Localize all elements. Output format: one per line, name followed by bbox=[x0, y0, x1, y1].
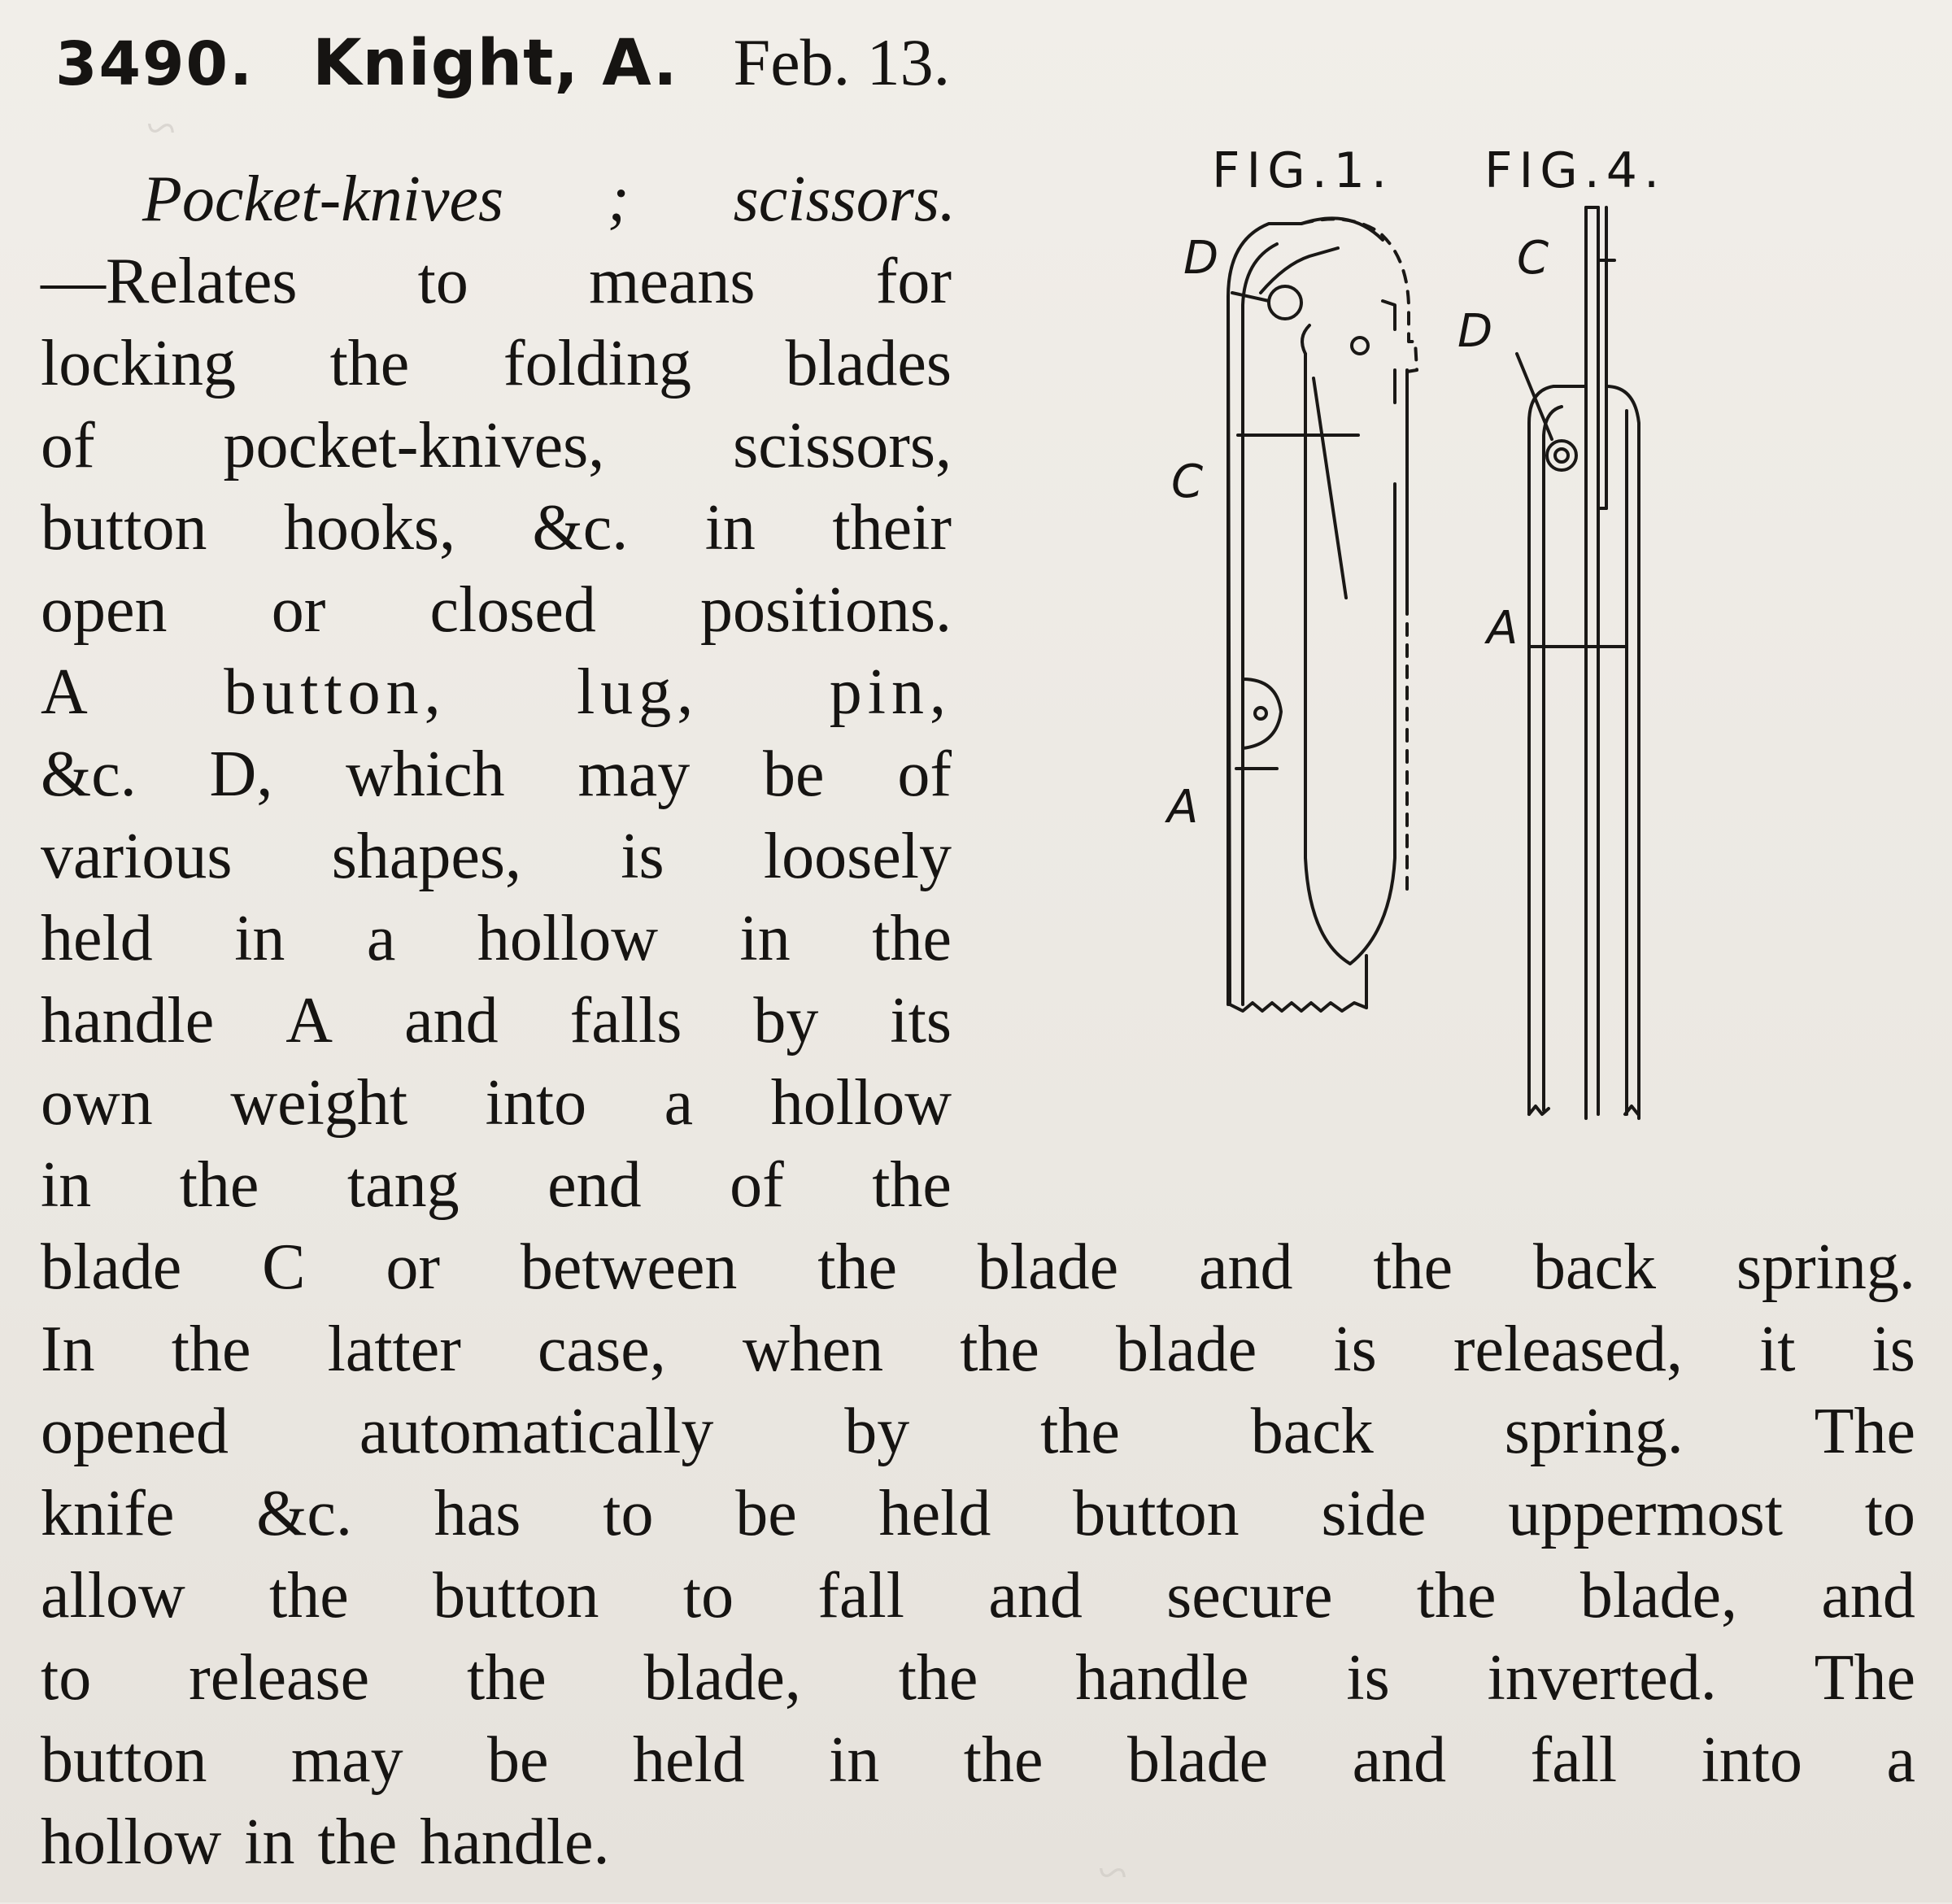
word: in bbox=[739, 903, 791, 974]
fig4-label-d: D bbox=[1457, 305, 1493, 358]
entry-heading bbox=[55, 24, 950, 106]
word: for bbox=[875, 246, 952, 317]
bleed-through-text: ~ bbox=[1098, 1843, 1127, 1902]
word: a bbox=[366, 903, 396, 974]
word: the bbox=[1373, 1231, 1453, 1303]
word: button bbox=[433, 1560, 599, 1632]
abstract-text bbox=[41, 159, 1928, 1884]
word: button bbox=[41, 492, 207, 564]
text-line bbox=[41, 323, 952, 405]
word: uppermost bbox=[1508, 1478, 1783, 1549]
word: to bbox=[41, 1642, 92, 1714]
text-line bbox=[41, 1226, 1915, 1309]
word: the bbox=[817, 1231, 898, 1303]
word: in bbox=[829, 1724, 880, 1796]
word: a bbox=[1886, 1724, 1915, 1796]
text-line bbox=[41, 1391, 1915, 1473]
word: opened bbox=[41, 1396, 229, 1467]
word: the bbox=[898, 1642, 978, 1714]
word: be bbox=[763, 739, 825, 810]
word: in bbox=[704, 492, 756, 564]
word: back bbox=[1533, 1231, 1657, 1303]
word: handle bbox=[41, 985, 215, 1057]
word: be bbox=[735, 1478, 797, 1549]
word: blades bbox=[785, 328, 952, 399]
text-line bbox=[41, 1637, 1915, 1719]
fig4-label-c: C bbox=[1517, 232, 1549, 285]
word: is bbox=[1333, 1314, 1377, 1385]
fig1-label-d: D bbox=[1183, 232, 1219, 285]
word: button bbox=[41, 1724, 207, 1796]
word: it bbox=[1759, 1314, 1796, 1385]
word: hollow bbox=[477, 903, 659, 974]
fig4-label: FIG.4. bbox=[1484, 142, 1667, 199]
word: blade bbox=[1116, 1314, 1257, 1385]
word: the bbox=[872, 903, 952, 974]
word: The bbox=[1814, 1642, 1915, 1714]
word: pocket-knives, bbox=[223, 410, 605, 481]
bleed-through-text: ~ bbox=[146, 98, 176, 158]
word: &c. bbox=[41, 739, 137, 810]
word: own bbox=[41, 1067, 153, 1139]
word: ; bbox=[608, 163, 630, 235]
text-line bbox=[41, 898, 952, 980]
word: in bbox=[234, 903, 285, 974]
word: handle. bbox=[420, 1806, 610, 1878]
inventor-name: Knight, A. bbox=[312, 27, 678, 100]
word: the bbox=[963, 1724, 1044, 1796]
word: and bbox=[1821, 1560, 1915, 1632]
word: held bbox=[878, 1478, 991, 1549]
text-line bbox=[41, 651, 952, 734]
word: to bbox=[603, 1478, 654, 1549]
word: when bbox=[742, 1314, 884, 1385]
word: case, bbox=[538, 1314, 666, 1385]
word: may bbox=[577, 739, 691, 810]
word: &c. bbox=[256, 1478, 352, 1549]
word: spring. bbox=[1736, 1231, 1915, 1303]
fig4-label-a: A bbox=[1487, 602, 1518, 655]
word: shapes, bbox=[331, 821, 522, 892]
word: the bbox=[317, 1806, 398, 1878]
word: various bbox=[41, 821, 233, 892]
word: the bbox=[1416, 1560, 1497, 1632]
word: end bbox=[547, 1149, 642, 1221]
word: &c. bbox=[532, 492, 629, 564]
text-line bbox=[41, 1144, 952, 1226]
word: inverted. bbox=[1487, 1642, 1717, 1714]
word: spring. bbox=[1504, 1396, 1684, 1467]
word: falls bbox=[569, 985, 682, 1057]
text-line bbox=[41, 1719, 1915, 1802]
word: pin, bbox=[829, 656, 952, 728]
word: blade bbox=[977, 1231, 1119, 1303]
word: hollow bbox=[770, 1067, 952, 1139]
word: in bbox=[41, 1149, 92, 1221]
word: handle bbox=[1075, 1642, 1249, 1714]
text-line bbox=[41, 159, 956, 241]
word: between bbox=[520, 1231, 738, 1303]
word: may bbox=[290, 1724, 403, 1796]
word: their bbox=[832, 492, 952, 564]
word: C bbox=[262, 1231, 306, 1303]
word: of bbox=[730, 1149, 784, 1221]
text-line bbox=[41, 405, 952, 487]
text-line bbox=[41, 816, 952, 898]
word: loosely bbox=[763, 821, 952, 892]
text-line bbox=[41, 241, 952, 323]
word: folding bbox=[503, 328, 692, 399]
word: held bbox=[41, 903, 153, 974]
fig1-label: FIG.1. bbox=[1212, 142, 1394, 199]
text-line bbox=[41, 1802, 1915, 1884]
word: positions. bbox=[700, 574, 952, 646]
word: to bbox=[417, 246, 468, 317]
word: is bbox=[1871, 1314, 1915, 1385]
word: a bbox=[664, 1067, 694, 1139]
word: knife bbox=[41, 1478, 175, 1549]
word: lug, bbox=[577, 656, 699, 728]
entry-number: 3490. bbox=[55, 29, 255, 99]
word: the bbox=[171, 1314, 251, 1385]
word: or bbox=[386, 1231, 440, 1303]
word: button bbox=[1073, 1478, 1240, 1549]
fig1-label-c: C bbox=[1171, 455, 1204, 508]
word: the bbox=[960, 1314, 1039, 1385]
word: of bbox=[897, 739, 952, 810]
word: or bbox=[271, 574, 326, 646]
entry-date: Feb. 13. bbox=[733, 25, 951, 99]
word: the bbox=[466, 1642, 547, 1714]
word: blade, bbox=[643, 1642, 801, 1714]
word: blade bbox=[41, 1231, 182, 1303]
word: and bbox=[988, 1560, 1083, 1632]
word: into bbox=[485, 1067, 587, 1139]
word: blade, bbox=[1579, 1560, 1738, 1632]
word: hollow bbox=[41, 1806, 222, 1878]
word: A bbox=[285, 985, 333, 1057]
word: In bbox=[41, 1314, 95, 1385]
word: the bbox=[329, 328, 410, 399]
word: automatically bbox=[359, 1396, 714, 1467]
word: weight bbox=[230, 1067, 408, 1139]
word: The bbox=[1814, 1396, 1915, 1467]
word: open bbox=[41, 574, 168, 646]
word: is bbox=[621, 821, 664, 892]
word: in bbox=[244, 1806, 295, 1878]
word: by bbox=[753, 985, 819, 1057]
word: into bbox=[1701, 1724, 1803, 1796]
word: A bbox=[41, 656, 94, 728]
word: is bbox=[1346, 1642, 1390, 1714]
word: latter bbox=[327, 1314, 461, 1385]
word: blade bbox=[1126, 1724, 1269, 1796]
word: means bbox=[589, 246, 756, 317]
word: hooks, bbox=[283, 492, 456, 564]
word: the bbox=[269, 1560, 349, 1632]
word: closed bbox=[429, 574, 596, 646]
text-line bbox=[41, 1473, 1915, 1555]
word: D, bbox=[209, 739, 273, 810]
text-line bbox=[41, 734, 952, 816]
word: release bbox=[189, 1642, 370, 1714]
word: Pocket-knives bbox=[142, 163, 504, 235]
word: has bbox=[434, 1478, 521, 1549]
word: the bbox=[1040, 1396, 1120, 1467]
word: fall bbox=[1530, 1724, 1618, 1796]
word: by bbox=[844, 1396, 910, 1467]
word: of bbox=[41, 410, 95, 481]
word: and bbox=[404, 985, 499, 1057]
word: scissors. bbox=[733, 163, 956, 235]
word: be bbox=[487, 1724, 549, 1796]
text-line bbox=[41, 1062, 952, 1144]
word: secure bbox=[1166, 1560, 1333, 1632]
text-line bbox=[41, 1309, 1915, 1391]
text-line bbox=[41, 487, 952, 569]
word: held bbox=[632, 1724, 745, 1796]
text-line bbox=[41, 980, 952, 1062]
word: button, bbox=[224, 656, 447, 728]
word: fall bbox=[817, 1560, 905, 1632]
word: allow bbox=[41, 1560, 185, 1632]
word: scissors, bbox=[733, 410, 952, 481]
word: tang bbox=[346, 1149, 460, 1221]
word: the bbox=[872, 1149, 952, 1221]
text-line bbox=[41, 1555, 1915, 1637]
word: and bbox=[1352, 1724, 1447, 1796]
word: to bbox=[682, 1560, 734, 1632]
word: back bbox=[1250, 1396, 1374, 1467]
text-line bbox=[41, 569, 952, 651]
word: its bbox=[890, 985, 952, 1057]
word: the bbox=[179, 1149, 259, 1221]
word: and bbox=[1199, 1231, 1293, 1303]
word: locking bbox=[41, 328, 236, 399]
word: released, bbox=[1453, 1314, 1683, 1385]
word: to bbox=[1864, 1478, 1915, 1549]
word: which bbox=[346, 739, 505, 810]
word: side bbox=[1321, 1478, 1427, 1549]
fig1-label-a: A bbox=[1167, 781, 1199, 834]
word: —Relates bbox=[41, 246, 298, 317]
